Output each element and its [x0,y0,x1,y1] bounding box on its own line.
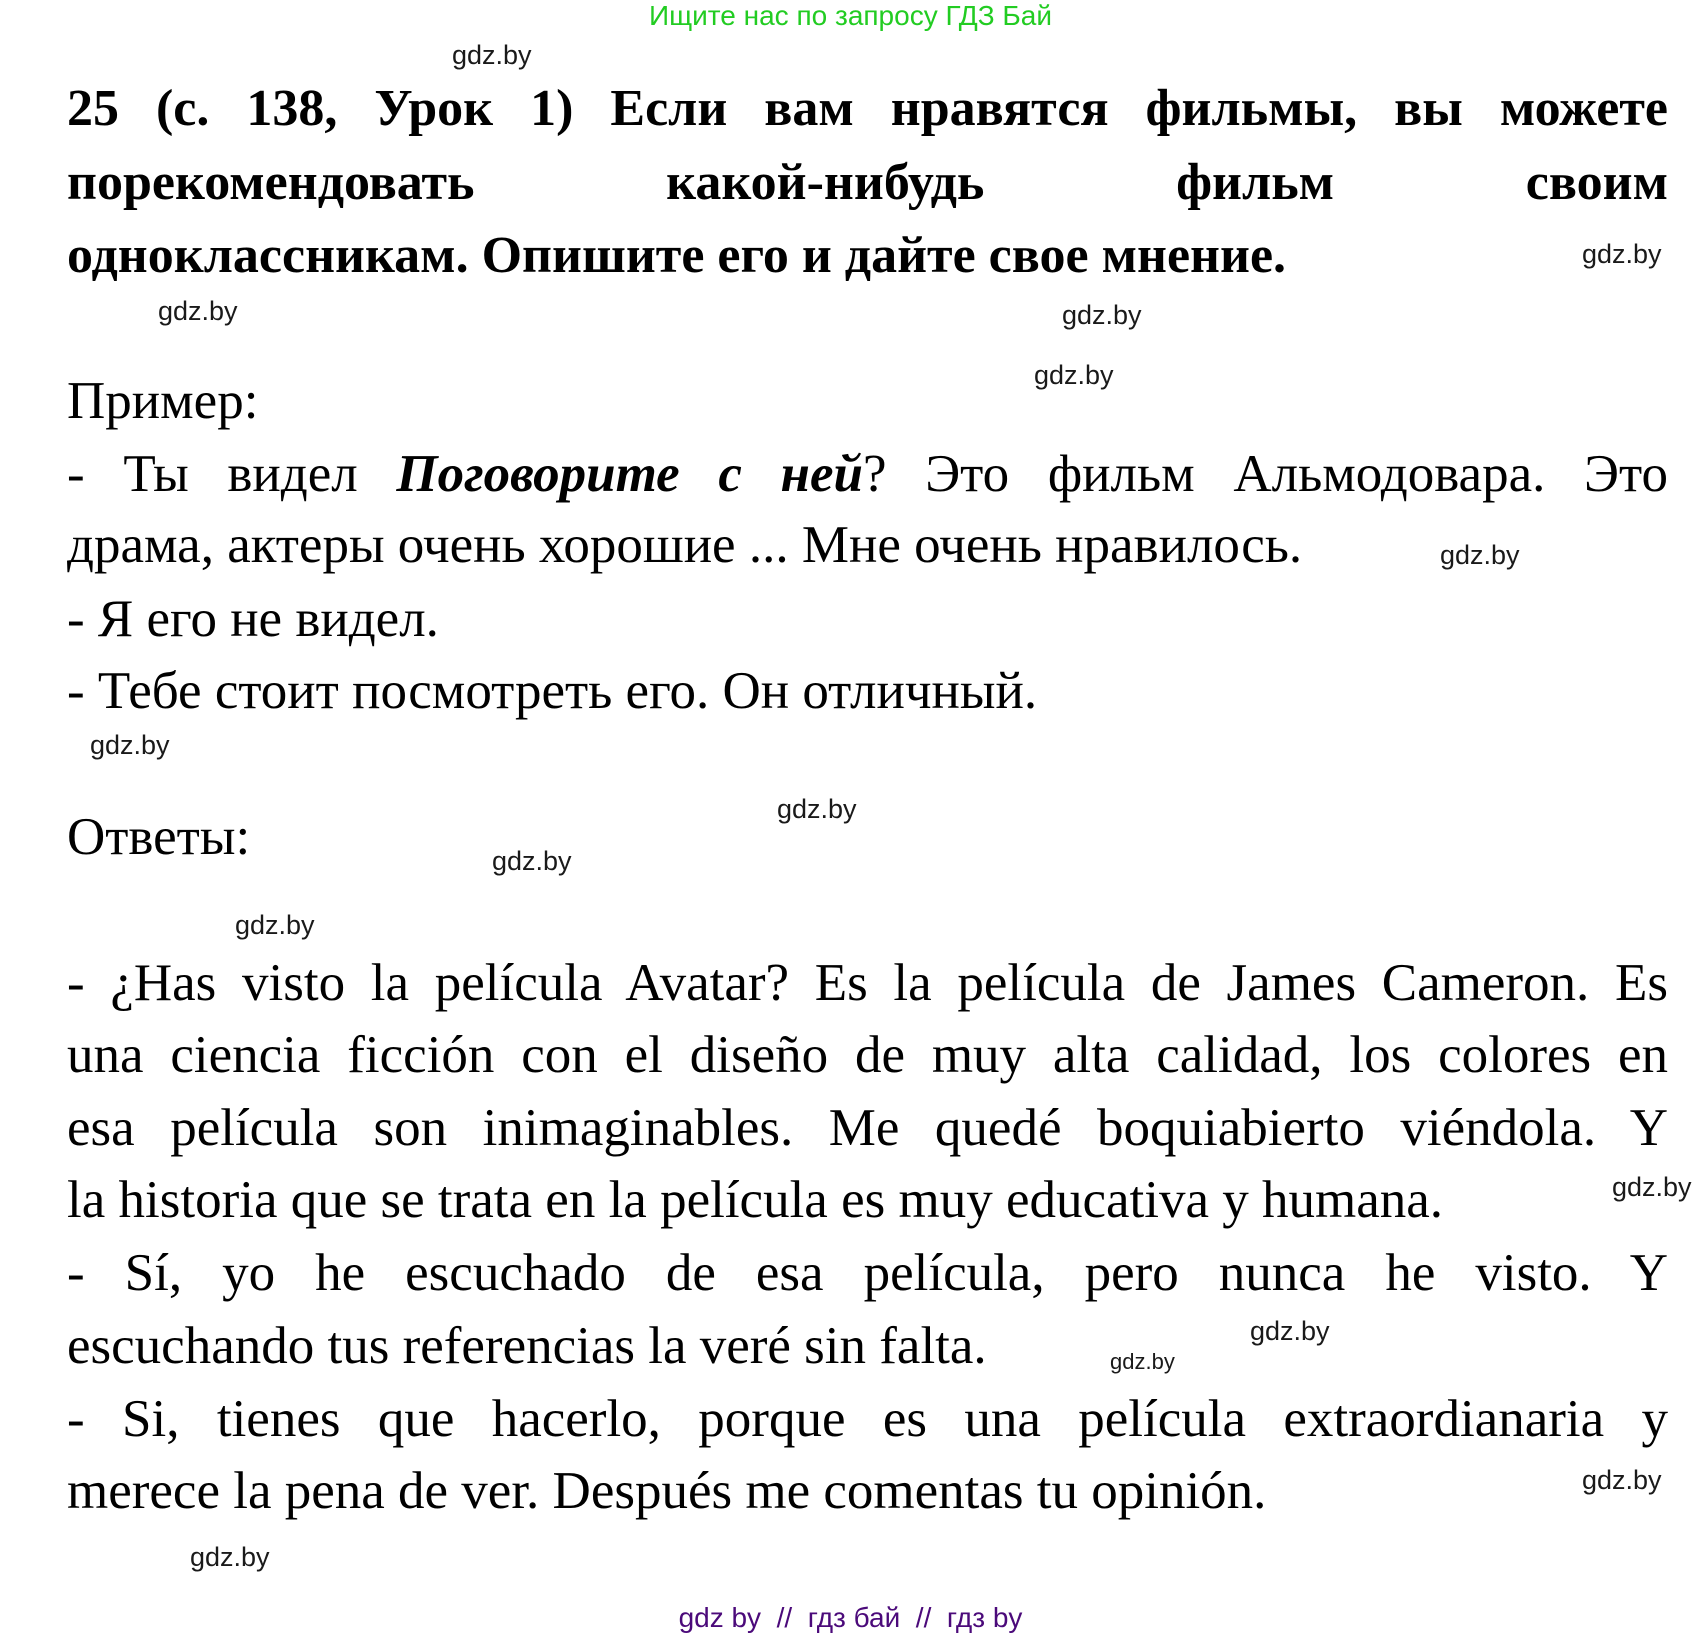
task-heading-line-1: 25 (с. 138, Урок 1) Если вам нравятся фильмы, вы можете [67,80,1668,137]
watermark: gdz.by [1250,1316,1330,1346]
watermark: gdz.by [1062,300,1142,330]
example-line-3: - Я его не видел. [67,590,439,648]
watermark: gdz.by [190,1542,270,1572]
task-heading-line-3: одноклассникам. Опишите его и дайте свое мнение. [67,227,1287,284]
watermark: gdz.by [1582,1465,1662,1495]
film-title: Поговорите с ней [396,445,863,503]
answer-line: una ciencia ficción con el diseño de muy alta calidad, los colores en [67,1026,1668,1084]
example-label: Пример: [67,372,259,430]
watermark: gdz.by [1110,1349,1175,1374]
task-heading-line-2: порекомендовать какой-нибудь фильм своим [67,154,1668,211]
answer-line: merece la pena de ver. Después me comentas tu opinión. [67,1462,1267,1520]
footer-links[interactable]: gdz by // гдз бай // гдз by [678,1602,1023,1633]
watermark: gdz.by [235,910,315,940]
example-text: ? Это фильм Альмодовара. Это [862,445,1668,503]
answer-line: la historia que se trata en la película es muy educativa y humana. [67,1171,1444,1229]
watermark: gdz.by [90,730,170,760]
example-line-2: драма, актеры очень хорошие ... Мне очень нравилось. [67,516,1303,574]
watermark: gdz.by [1034,360,1114,390]
answers-label: Ответы: [67,808,251,866]
answer-line: esa película son inimaginables. Me quedé boquiabierto viéndola. Y [67,1099,1668,1157]
example-line-1 [67,439,1668,509]
example-line-4: - Тебе стоит посмотреть его. Он отличный. [67,662,1038,720]
watermark: gdz.by [492,846,572,876]
watermark: gdz.by [777,794,857,824]
watermark: gdz.by [1612,1172,1692,1202]
watermark: gdz.by [1440,540,1520,570]
watermark: gdz.by [452,40,532,70]
search-banner[interactable]: Ищите нас по запросу ГДЗ Бай [648,0,1053,31]
watermark: gdz.by [158,296,238,326]
answer-line: - Si, tienes que hacerlo, porque es una película extraordianaria y [67,1390,1668,1448]
answer-line: - Sí, yo he escuchado de esa película, pero nunca he visto. Y [67,1244,1668,1302]
watermark: gdz.by [1582,239,1662,269]
answer-line: escuchando tus referencias la veré sin falta. [67,1317,987,1375]
answer-line: - ¿Has visto la película Avatar? Es la película de James Cameron. Es [67,954,1668,1012]
example-text: - Ты видел [67,445,397,503]
